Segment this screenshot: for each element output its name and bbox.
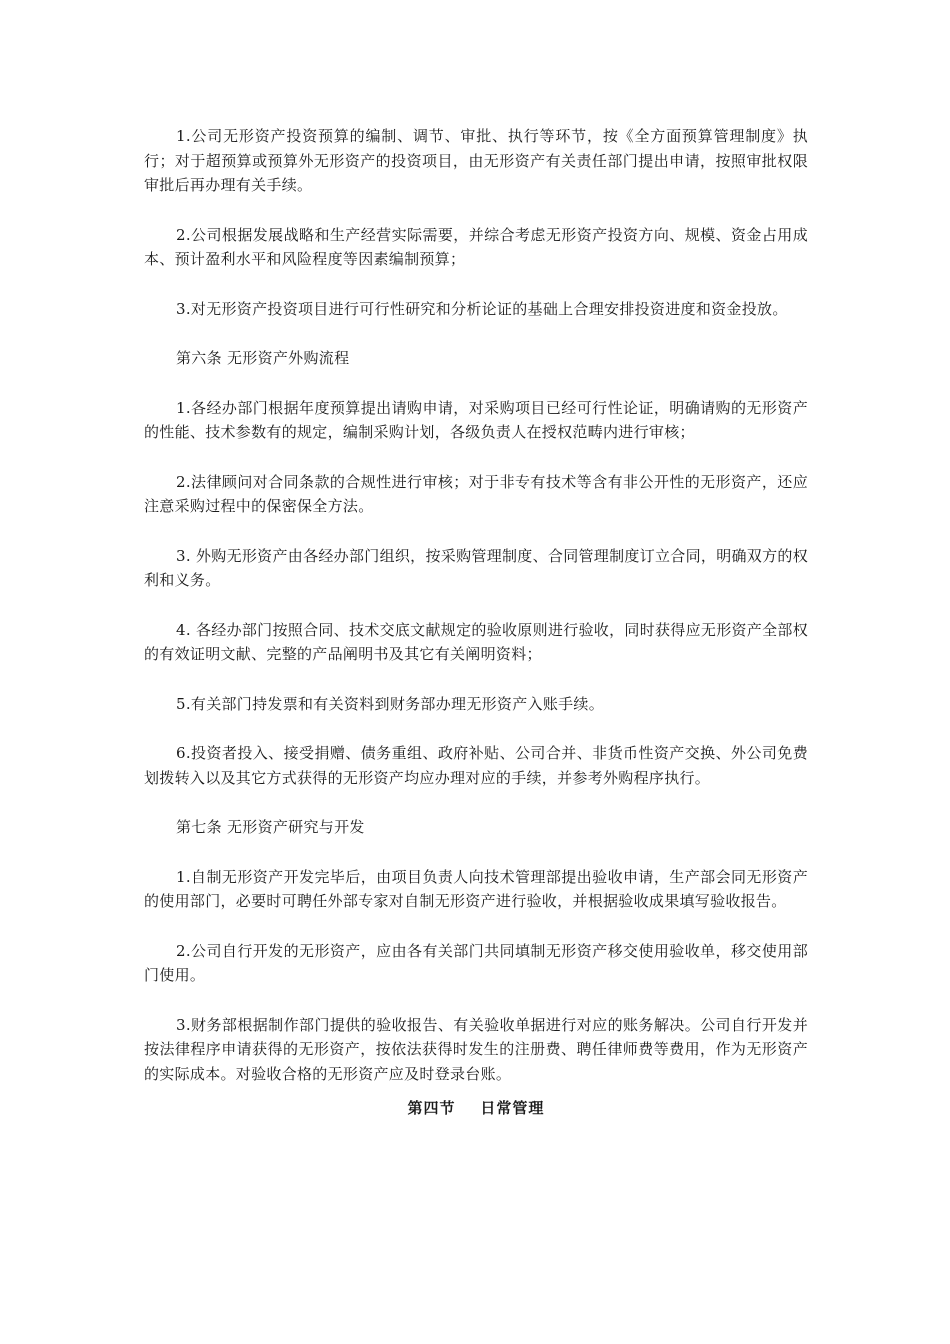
paragraph-purchase-2: 2.法律顾问对合同条款的合规性进行审核；对于非专有技术等含有非公开性的无形资产，还应注意采购过程中的保密保全方法。 — [144, 472, 808, 515]
paragraph-budget-1: 1.公司无形资产投资预算的编制、调节、审批、执行等环节，按《全方面预算管理制度》执行；对于超预算或预算外无形资产的投资项目，由无形资产有关责任部门提出申请，按照审批权限审批后再办理有关手续。 — [144, 127, 808, 194]
paragraph-budget-2: 2.公司根据发展战略和生产经营实际需要，并综合考虑无形资产投资方向、规模、资金占用成本、预计盈利水平和风险程度等因素编制预算； — [144, 225, 808, 268]
section-4-title: 第四节 日常管理 — [407, 1099, 545, 1117]
paragraph-purchase-4: 4. 各经办部门按照合同、技术交底文献规定的验收原则进行验收，同时获得应无形资产全部权的有效证明文献、完整的产品阐明书及其它有关阐明资料； — [144, 620, 808, 663]
paragraph-budget-3: 3.对无形资产投资项目进行可行性研究和分析论证的基础上合理安排投资进度和资金投放。 — [176, 299, 788, 318]
paragraph-purchase-1: 1.各经办部门根据年度预算提出请购申请，对采购项目已经可行性论证，明确请购的无形资产的性能、技术参数有的规定，编制采购计划，各级负责人在授权范畴内进行审核； — [144, 398, 808, 441]
paragraph-purchase-5: 5.有关部门持发票和有关资料到财务部办理无形资产入账手续。 — [176, 694, 605, 713]
paragraph-rnd-2: 2.公司自行开发的无形资产，应由各有关部门共同填制无形资产移交使用验收单，移交使用部门使用。 — [144, 941, 808, 984]
article-6-heading: 第六条 无形资产外购流程 — [176, 349, 350, 367]
paragraph-purchase-6: 6.投资者投入、接受捐赠、债务重组、政府补贴、公司合并、非货币性资产交换、外公司免费划拨转入以及其它方式获得的无形资产均应办理对应的手续，并参考外购程序执行。 — [144, 744, 808, 787]
article-7-heading: 第七条 无形资产研究与开发 — [176, 818, 365, 836]
paragraph-rnd-1: 1.自制无形资产开发完毕后，由项目负责人向技术管理部提出验收申请，生产部会同无形资产的使用部门，必要时可聘任外部专家对自制无形资产进行验收，并根据验收成果填写验收报告。 — [144, 867, 808, 910]
document-page — [144, 124, 808, 1120]
paragraph-rnd-3: 3.财务部根据制作部门提供的验收报告、有关验收单据进行对应的账务解决。公司自行开发并按法律程序申请获得的无形资产，按依法获得时发生的注册费、聘任律师费等费用，作为无形资产的实际成本。对验收合格的无形资产应及时登录台账。 — [144, 1015, 808, 1083]
paragraph-purchase-3: 3. 外购无形资产由各经办部门组织，按采购管理制度、合同管理制度订立合同，明确双方的权利和义务。 — [144, 546, 808, 589]
